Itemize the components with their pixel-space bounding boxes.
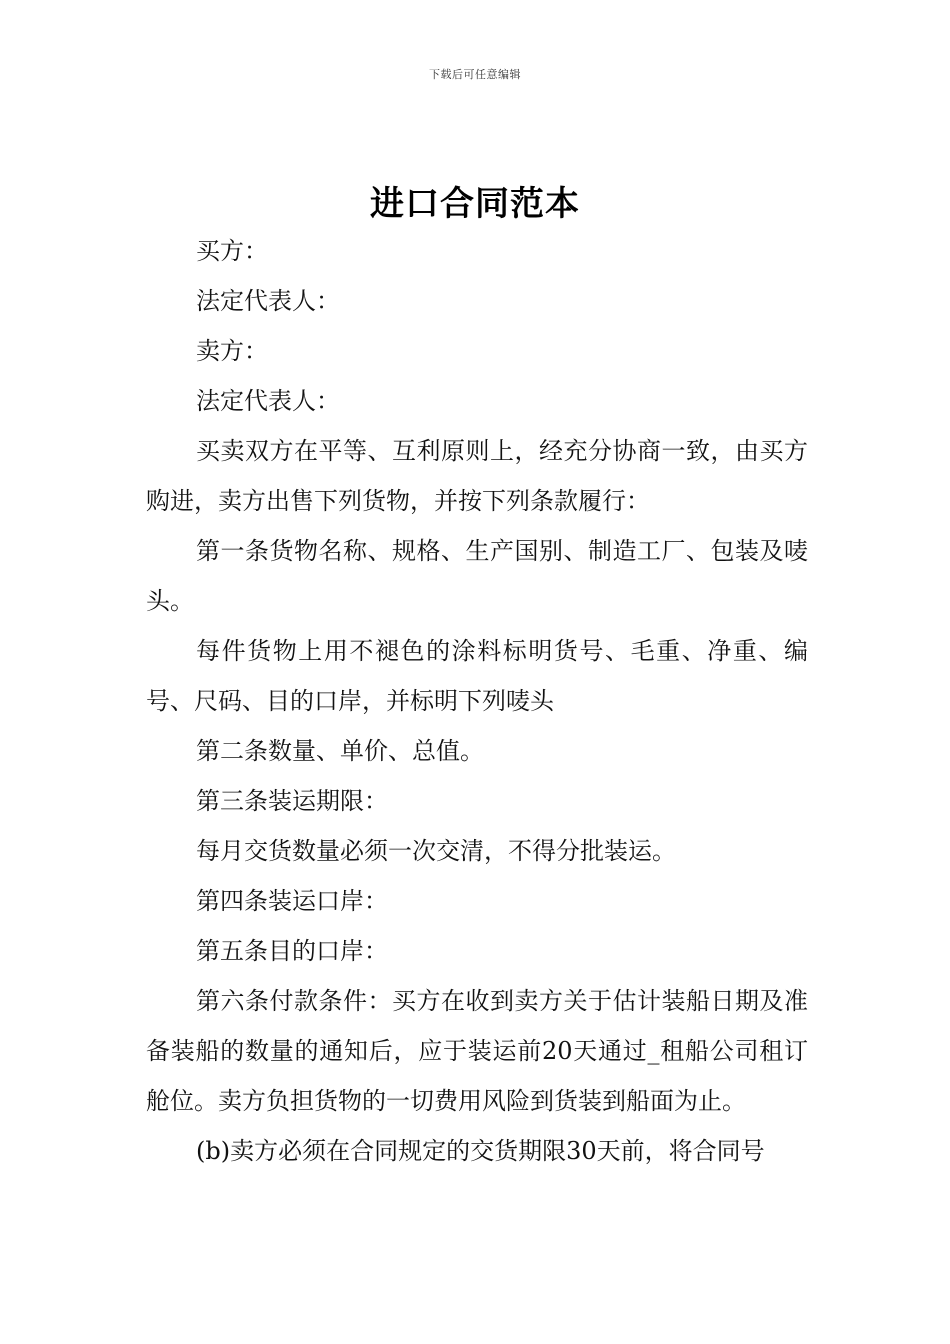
paragraph-delivery: 每月交货数量必须一次交清，不得分批装运。: [196, 837, 676, 865]
paragraph-preamble: 买卖双方在平等、互利原则上，经充分协商一致，由买方购进，卖方出售下列货物，并按下列条款履行：: [146, 437, 808, 515]
paragraph-article-5: 第五条目的口岸：: [196, 937, 388, 965]
document-body: [146, 226, 808, 1176]
paragraph-article-6: 第六条付款条件：买方在收到卖方关于估计装船日期及准备装船的数量的通知后，应于装运前20天通过_租船公司租订舱位。卖方负担货物的一切费用风险到货装到船面为止。: [146, 987, 808, 1115]
header-note: 下载后可任意编辑: [429, 68, 521, 81]
paragraph-article-4: 第四条装运口岸：: [196, 887, 388, 915]
paragraph-article-2: 第二条数量、单价、总值。: [196, 737, 484, 765]
paragraph-article-1: 第一条货物名称、规格、生产国别、制造工厂、包装及唛头。: [146, 537, 808, 615]
paragraph-seller-legal-rep: 法定代表人：: [196, 387, 340, 415]
paragraph-clause-b: (b)卖方必须在合同规定的交货期限30天前，将合同号: [196, 1137, 765, 1165]
paragraph-buyer-legal-rep: 法定代表人：: [196, 287, 340, 315]
paragraph-buyer: 买方：: [196, 237, 268, 265]
paragraph-marking: 每件货物上用不褪色的涂料标明货号、毛重、净重、编号、尺码、目的口岸，并标明下列唛头: [146, 637, 808, 715]
paragraph-seller: 卖方：: [196, 337, 268, 365]
document-title: 进口合同范本: [370, 184, 580, 224]
paragraph-article-3: 第三条装运期限：: [196, 787, 388, 815]
